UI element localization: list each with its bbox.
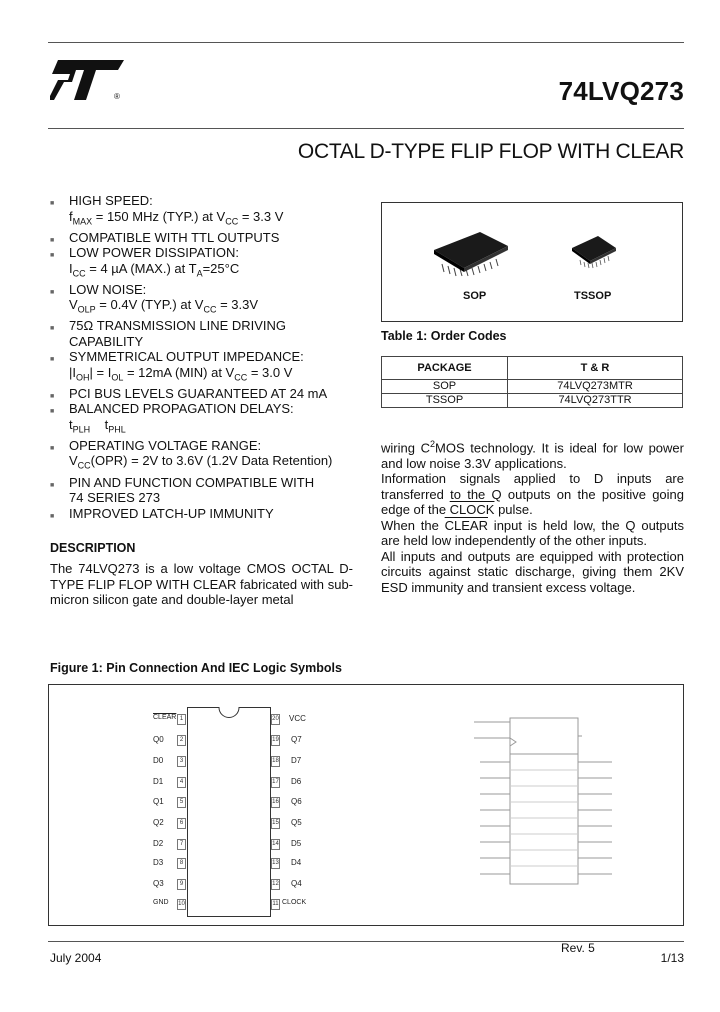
footer-page-number: 1/13 (660, 951, 684, 965)
package-box (381, 202, 683, 322)
feature-item: ■ PIN AND FUNCTION COMPATIBLE WITH 74 SERIES 273 (50, 474, 315, 506)
tssop-label: TSSOP (574, 290, 612, 302)
bullet-icon: ■ (50, 392, 55, 400)
feature-item: ■ LOW NOISE: $V_{OLP} = 0.4V$ (TYP.) at $V_{CC} = 3.3V$ (50, 281, 259, 315)
column-header: PACKAGE (382, 357, 508, 380)
bullet-icon: ■ (50, 236, 55, 244)
pin-number: 11 (271, 899, 280, 910)
pin-number: 2 (177, 735, 186, 746)
iec-logic-symbol (444, 712, 644, 892)
pin-label-d6: D6 (291, 777, 302, 786)
pin-number: 18 (271, 756, 280, 767)
pin-number: 13 (271, 858, 280, 869)
bullet-icon: ■ (50, 200, 55, 207)
tssop-package-image (570, 234, 620, 270)
footer-date: July 2004 (50, 951, 102, 965)
pin-label-clock: CLOCK (282, 899, 307, 906)
bullet-icon: ■ (50, 288, 55, 296)
table-header-row (382, 357, 683, 380)
header-rule (48, 42, 684, 43)
pin-number: 1 (177, 714, 186, 725)
pin-number: 5 (177, 797, 186, 808)
pin-number: 4 (177, 777, 186, 788)
pin-label-q1: Q1 (153, 797, 164, 806)
order-codes-table (381, 356, 683, 408)
title-rule (48, 128, 684, 129)
description-heading: DESCRIPTION (50, 541, 136, 555)
pin-label-q4: Q4 (291, 879, 302, 888)
description-paragraph: wiring $C^2MOS$ technology. It is ideal for low power and low noise 3.3V applications. (381, 439, 684, 471)
bullet-icon: ■ (50, 481, 55, 489)
bullet-icon: ■ (50, 444, 55, 452)
pin-label-q6: Q6 (291, 797, 302, 806)
table-row (382, 394, 683, 408)
bullet-icon: ■ (50, 512, 55, 520)
pin-number: 6 (177, 818, 186, 829)
pin-label-q0: Q0 (153, 735, 164, 744)
table-row (382, 380, 683, 394)
pin-number: 7 (177, 839, 186, 850)
pin-number: 12 (271, 879, 280, 890)
pin-number: 16 (271, 797, 280, 808)
table-cell: 74LVQ273TTR (508, 394, 683, 408)
pin-label-q3: Q3 (153, 879, 164, 888)
feature-item: ■ LOW POWER DISSIPATION: $I_{CC} = 4$ µA (MAX.) at $T_A=25^\circ C$ (50, 245, 240, 279)
feature-item: ■ 75Ω TRANSMISSION LINE DRIVING CAPABILITY (50, 318, 287, 349)
order-codes-title: Table 1: Order Codes (381, 329, 507, 343)
document-title: OCTAL D-TYPE FLIP FLOP WITH CLEAR (297, 140, 684, 163)
pin-label-gnd: GND (153, 899, 169, 906)
description-paragraph: Information signals applied to D inputs are transferred to the Q outputs on the positive going edge of the CLOCK pulse. (381, 471, 684, 518)
table-cell: SOP (382, 380, 508, 394)
bullet-icon: ■ (50, 408, 55, 416)
pin-label-d5: D5 (291, 839, 302, 848)
feature-item: ■ PCI BUS LEVELS GUARANTEED AT 24 mA (50, 386, 360, 402)
pin-label-d7: D7 (291, 756, 302, 765)
table-cell: 74LVQ273MTR (508, 380, 683, 394)
pin-label-q5: Q5 (291, 818, 302, 827)
bullet-icon: ■ (50, 325, 55, 333)
description-paragraph: When the CLEAR input is held low, the Q outputs are held low independently of the other inputs. (381, 517, 684, 549)
description-right (381, 437, 684, 595)
pin-number: 10 (177, 899, 186, 910)
bullet-icon: ■ (50, 356, 55, 364)
feature-list (50, 193, 360, 521)
registered-mark: ® (114, 92, 120, 101)
pin-number: 3 (177, 756, 186, 767)
feature-item: ■ SYMMETRICAL OUTPUT IMPEDANCE: $|I_{OH}| = I_{OL} = 12mA$ (MIN) at $V_{CC} = 3.0$ V (50, 349, 304, 383)
pin-label-vcc: VCC (289, 714, 306, 723)
pin-label-q2: Q2 (153, 818, 164, 827)
pin-label-d1: D1 (153, 777, 164, 786)
feature-item: ■ HIGH SPEED: $f_{MAX} = 150$ MHz (TYP.) at $V_{CC} = 3.3$ V (50, 193, 284, 227)
part-number: 74LVQ273 (558, 76, 684, 106)
bullet-icon: ■ (50, 252, 55, 260)
pin-label-d0: D0 (153, 756, 164, 765)
pin-label-d3: D3 (153, 858, 164, 867)
figure-title: Figure 1: Pin Connection And IEC Logic Symbols (50, 661, 342, 675)
pin-label-clear: CLEAR (153, 714, 177, 721)
description-left: The 74LVQ273 is a low voltage CMOS OCTAL D-TYPE FLIP FLOP WITH CLEAR fabricated with sub-micron silicon gate and double-layer metal (50, 561, 353, 607)
pin-label-q7: Q7 (291, 735, 302, 744)
pin-number: 9 (177, 879, 186, 890)
pin-number: 14 (271, 839, 280, 850)
pin-number: 8 (177, 858, 186, 869)
column-header: T & R (508, 357, 683, 380)
sop-label: SOP (463, 290, 487, 302)
footer-revision: Rev. 5 (561, 941, 595, 955)
pin-number: 19 (271, 735, 280, 746)
pin-connection-chip (187, 707, 271, 917)
pin-number: 20 (271, 714, 280, 725)
table-cell: TSSOP (382, 394, 508, 408)
pin-number: 17 (271, 777, 280, 788)
sop-package-image (430, 228, 512, 278)
feature-item: ■ BALANCED PROPAGATION DELAYS: $t_{PLH}$ $t_{PHL}$ (50, 401, 294, 435)
feature-item: ■ COMPATIBLE WITH TTL OUTPUTS (50, 230, 360, 246)
pin-number: 15 (271, 818, 280, 829)
feature-item: ■ OPERATING VOLTAGE RANGE: $V_{CC}(OPR) = 2V$ to 3.6V (1.2V Data Retention) (50, 437, 333, 472)
pin-label-d4: D4 (291, 858, 302, 867)
pin-label-d2: D2 (153, 839, 164, 848)
description-paragraph: All inputs and outputs are equipped with protection circuits against static discharge, giving them 2KV ESD immunity and transient excess voltage. (381, 548, 684, 595)
feature-item: ■ IMPROVED LATCH-UP IMMUNITY (50, 506, 360, 522)
